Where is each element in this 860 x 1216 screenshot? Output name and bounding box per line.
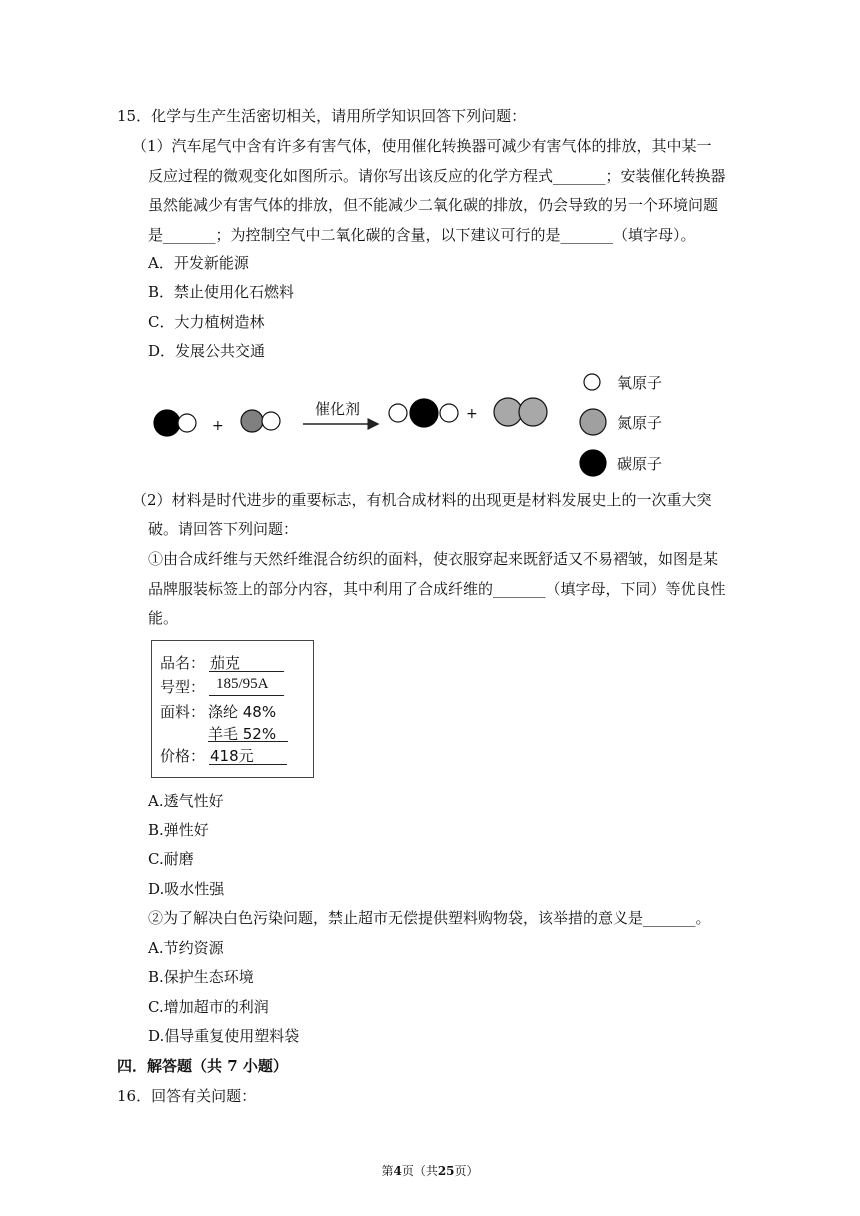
- tag-name-value: 茄克: [210, 654, 241, 672]
- option-2c: C.耐磨: [148, 850, 194, 868]
- plus-sign-2: +: [466, 406, 478, 422]
- q15-title: 15．化学与生产生活密切相关，请用所学知识回答下列问题：: [117, 107, 527, 125]
- clothing-tag: [151, 640, 314, 778]
- legend-nitrogen: [580, 409, 662, 435]
- option-1b: B．禁止使用化石燃料: [148, 283, 295, 301]
- q15-sub2-line1: ②为了解决白色污染问题，禁止超市无偿提供塑料购物袋，该举措的意义是_______。: [148, 909, 711, 927]
- q15-part2-line1: （2）材料是时代进步的重要标志，有机合成材料的出现更是材料发展史上的一次重大突: [132, 491, 712, 509]
- legend-carbon-label: 碳原子: [617, 455, 663, 473]
- option-3d: D.倡导重复使用塑料袋: [148, 1027, 300, 1045]
- option-2d: D.吸水性强: [148, 880, 225, 898]
- co-molecule: [154, 410, 196, 436]
- tag-name-label: 品名：: [160, 654, 206, 672]
- n2-molecule: [494, 398, 547, 426]
- reaction-diagram: [140, 368, 700, 480]
- option-2b: B.弹性好: [148, 821, 209, 839]
- option-2a: A.透气性好: [148, 792, 224, 810]
- tag-size-value: 185/95A: [216, 676, 269, 692]
- plus-sign-1: +: [212, 418, 224, 434]
- tag-price-value: 418元: [210, 747, 254, 765]
- question-16: 16．回答有关问题：: [117, 1087, 257, 1105]
- legend-nitrogen-label: 氮原子: [617, 414, 663, 432]
- no-molecule: [241, 410, 280, 432]
- q15-part1-line1: （1）汽车尾气中含有许多有害气体，使用催化转换器可减少有害气体的排放，其中某一: [132, 137, 712, 155]
- tag-fabric-1: 涤纶 48%: [208, 703, 277, 721]
- q15-sub1-line3: 能。: [148, 609, 179, 627]
- q15-part2-line2: 破。请回答下列问题：: [148, 520, 299, 538]
- option-3c: C.增加超市的利润: [148, 998, 269, 1016]
- q15-sub1-line2: 品牌服装标签上的部分内容，其中利用了合成纤维的_______（填字母，下同）等优良性: [148, 580, 726, 598]
- legend-carbon: [580, 450, 662, 476]
- legend-oxygen-label: 氧原子: [617, 374, 663, 392]
- tag-price-label: 价格：: [160, 747, 206, 765]
- page-total: 25: [437, 1164, 455, 1178]
- q15-part1-line2: 反应过程的微观变化如图所示。请你写出该反应的化学方程式_______；安装催化转换器: [148, 167, 726, 185]
- option-3b: B.保护生态环境: [148, 968, 254, 986]
- co2-molecule: [389, 399, 458, 427]
- option-1d: D．发展公共交通: [148, 342, 266, 360]
- page-footer: 第4页（共25页）: [381, 1164, 479, 1178]
- option-1c: C．大力植树造林: [148, 313, 265, 331]
- q15-part1-line3: 虽然能减少有害气体的排放，但不能减少二氧化碳的排放，仍会导致的另一个环境问题: [148, 196, 719, 214]
- q15-sub1-line1: ①由合成纤维与天然纤维混合纺织的面料，使衣服穿起来既舒适又不易褶皱，如图是某: [148, 550, 719, 568]
- page-number: 4: [393, 1164, 402, 1178]
- section-heading: 四．解答题（共 7 小题）: [117, 1057, 288, 1075]
- tag-fabric-label: 面料：: [160, 703, 206, 721]
- catalyst-label: 催化剂: [315, 400, 361, 418]
- option-1a: A．开发新能源: [148, 254, 249, 272]
- legend-oxygen: [584, 374, 662, 392]
- q15-part1-line4: 是_______；为控制空气中二氧化碳的含量，以下建议可行的是_______（填字母）。: [148, 226, 696, 244]
- tag-size-label: 号型：: [160, 678, 206, 696]
- option-3a: A.节约资源: [148, 939, 224, 957]
- tag-fabric-2: 羊毛 52%: [208, 725, 277, 743]
